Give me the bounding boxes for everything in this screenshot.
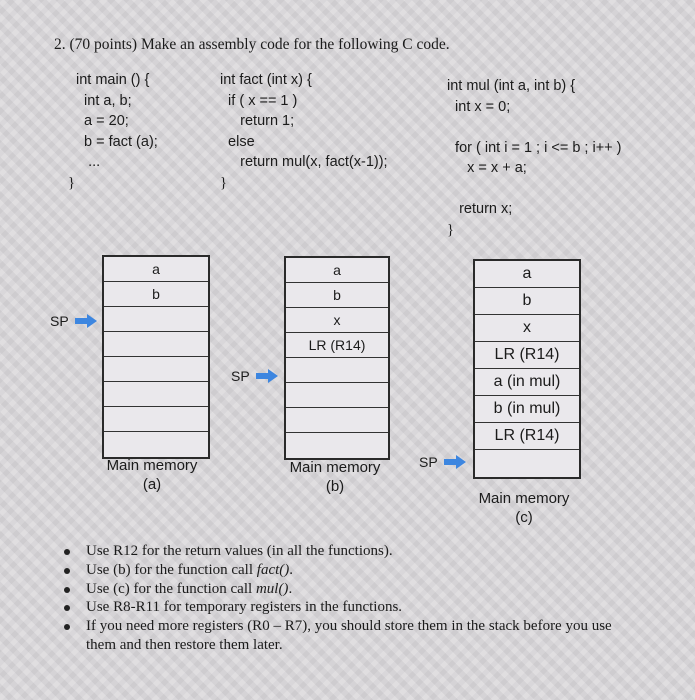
memory-cell: b: [104, 282, 208, 307]
code-line: int fact (int x) {: [220, 72, 312, 88]
code-line: b = fact (a);: [76, 133, 158, 150]
arrow-right-icon: [256, 369, 278, 383]
question-title: 2. (70 points) Make an assembly code for the following C code.: [54, 36, 450, 53]
code-line: int x = 0;: [447, 98, 511, 115]
memory-cell: a: [475, 261, 579, 288]
code-line: }: [220, 174, 227, 191]
function-name: fact(): [256, 561, 290, 578]
bullet-icon: [64, 587, 70, 593]
instruction-text: Use R8-R11 for temporary registers in the functions.: [86, 599, 403, 616]
memory-cell: LR (R14): [475, 423, 579, 450]
memory-cell: [286, 433, 388, 458]
memory-cell: LR (R14): [286, 333, 388, 358]
memory-caption-c: [464, 489, 584, 527]
code-line: return x;: [447, 201, 513, 217]
memory-cell: [286, 408, 388, 433]
memory-cell: x: [475, 315, 579, 342]
instruction-item: [62, 617, 612, 655]
instruction-list: [62, 542, 612, 655]
caption-line: Main memory: [478, 490, 570, 507]
instruction-text: .: [288, 580, 293, 597]
instruction-text: If you need more registers (R0 – R7), you should store them in the stack before you use: [86, 618, 612, 635]
code-line: if ( x == 1 ): [220, 92, 298, 109]
caption-line: Main memory: [289, 459, 381, 476]
code-main: [68, 70, 158, 193]
memory-caption-a: [92, 456, 212, 494]
code-mul: [447, 76, 621, 240]
code-line: }: [447, 221, 454, 238]
instruction-text: .: [289, 561, 294, 578]
instruction-item: [62, 598, 612, 617]
code-line: int main () {: [76, 72, 150, 88]
bullet-icon: [64, 568, 70, 574]
stack-pointer-a: [50, 313, 97, 329]
bullet-icon: [64, 605, 70, 611]
sp-label: SP: [419, 454, 438, 470]
code-line: int mul (int a, int b) {: [447, 78, 576, 94]
instruction-text: Use (b) for the function call: [86, 561, 257, 578]
bullet-icon: [64, 624, 70, 630]
instruction-text: them and then restore them later.: [86, 636, 283, 653]
memory-caption-b: [275, 458, 395, 496]
code-line: else: [220, 133, 255, 150]
code-line: return 1;: [220, 113, 295, 129]
memory-cell: a: [286, 258, 388, 283]
memory-stack-c: [473, 259, 581, 479]
memory-cell: LR (R14): [475, 342, 579, 369]
bullet-icon: [64, 549, 70, 555]
memory-cell: [104, 432, 208, 457]
memory-cell: a (in mul): [475, 369, 579, 396]
instruction-text: Use (c) for the function call: [86, 580, 256, 597]
memory-cell: [286, 383, 388, 408]
code-line: ...: [76, 154, 101, 170]
memory-cell: x: [286, 308, 388, 333]
code-line: return mul(x, fact(x-1));: [220, 154, 388, 170]
code-line: a = 20;: [76, 113, 129, 129]
memory-cell: b: [475, 288, 579, 315]
memory-cell: [286, 358, 388, 383]
memory-cell: [104, 357, 208, 382]
memory-cell: [104, 382, 208, 407]
caption-line: (b): [325, 478, 345, 495]
caption-line: (c): [515, 509, 533, 526]
memory-stack-a: [102, 255, 210, 459]
code-line: int a, b;: [76, 92, 132, 109]
memory-cell: [475, 450, 579, 477]
code-line: [447, 179, 621, 200]
memory-cell: [104, 407, 208, 432]
stack-pointer-b: [231, 368, 278, 384]
code-line: }: [68, 174, 75, 191]
instruction-text: Use R12 for the return values (in all the functions).: [86, 543, 393, 559]
function-name: mul(): [255, 580, 289, 597]
memory-cell: [104, 307, 208, 332]
code-fact: [220, 70, 388, 193]
code-line: [447, 117, 621, 138]
arrow-right-icon: [444, 455, 466, 469]
memory-cell: a: [104, 257, 208, 282]
instruction-item: [62, 580, 612, 599]
code-line: for ( int i = 1 ; i <= b ; i++ ): [447, 139, 622, 156]
caption-line: Main memory: [106, 457, 198, 474]
sp-label: SP: [50, 313, 69, 329]
memory-cell: b (in mul): [475, 396, 579, 423]
caption-line: (a): [142, 476, 162, 493]
memory-stack-b: [284, 256, 390, 460]
memory-cell: b: [286, 283, 388, 308]
instruction-item: [62, 561, 612, 580]
sp-label: SP: [231, 368, 250, 384]
stack-pointer-c: [419, 454, 466, 470]
instruction-item: [62, 542, 612, 561]
code-line: x = x + a;: [447, 160, 527, 176]
arrow-right-icon: [75, 314, 97, 328]
memory-cell: [104, 332, 208, 357]
